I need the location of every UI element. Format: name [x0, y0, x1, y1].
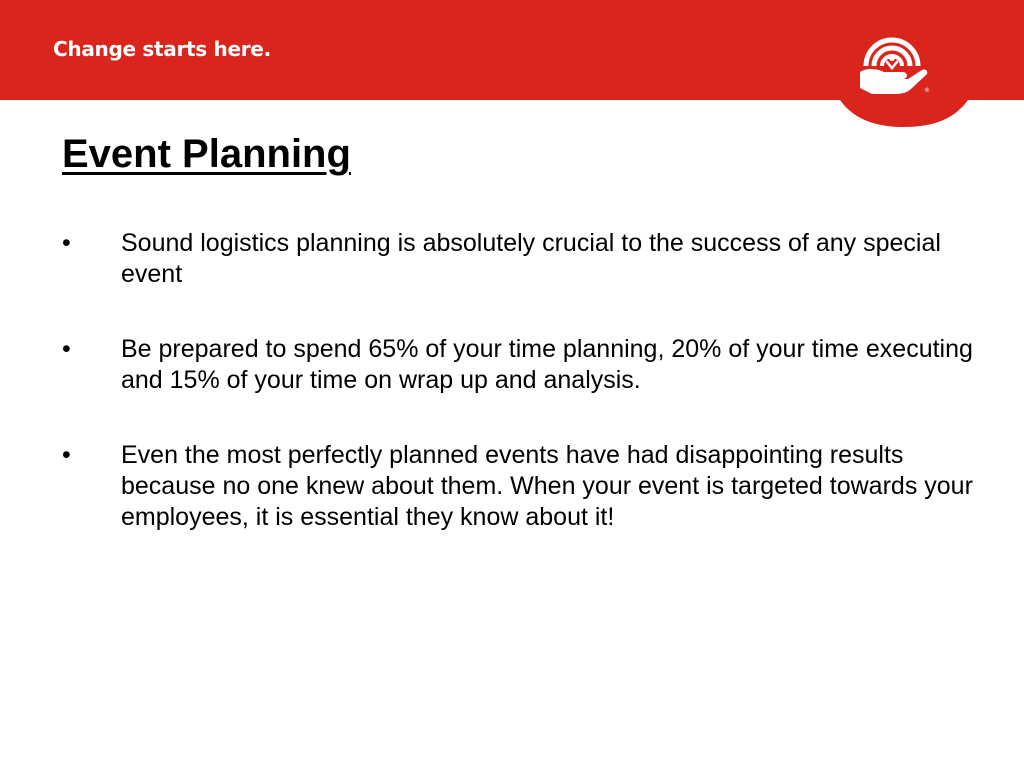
bullet-text: Even the most perfectly planned events have had disappointing results because no one knew about them. When your event is targeted towards your employees, it is essential they know about it!	[121, 441, 973, 531]
united-way-logo-icon	[852, 22, 932, 102]
bullet-marker: •	[62, 441, 71, 469]
bullet-item	[62, 228, 982, 290]
bullet-item	[62, 334, 982, 396]
bullet-marker: •	[62, 229, 71, 257]
bullet-text: Sound logistics planning is absolutely crucial to the success of any special event	[121, 229, 941, 288]
slide-title: Event Planning	[62, 132, 351, 176]
svg-text:®: ®	[924, 87, 930, 94]
bullet-item	[62, 440, 982, 533]
bullet-marker: •	[62, 335, 71, 363]
tagline: Change starts here.	[53, 37, 271, 61]
bullet-text: Be prepared to spend 65% of your time planning, 20% of your time executing and 15% of your time on wrap up and analysis.	[121, 335, 973, 394]
bullet-list	[62, 228, 982, 577]
